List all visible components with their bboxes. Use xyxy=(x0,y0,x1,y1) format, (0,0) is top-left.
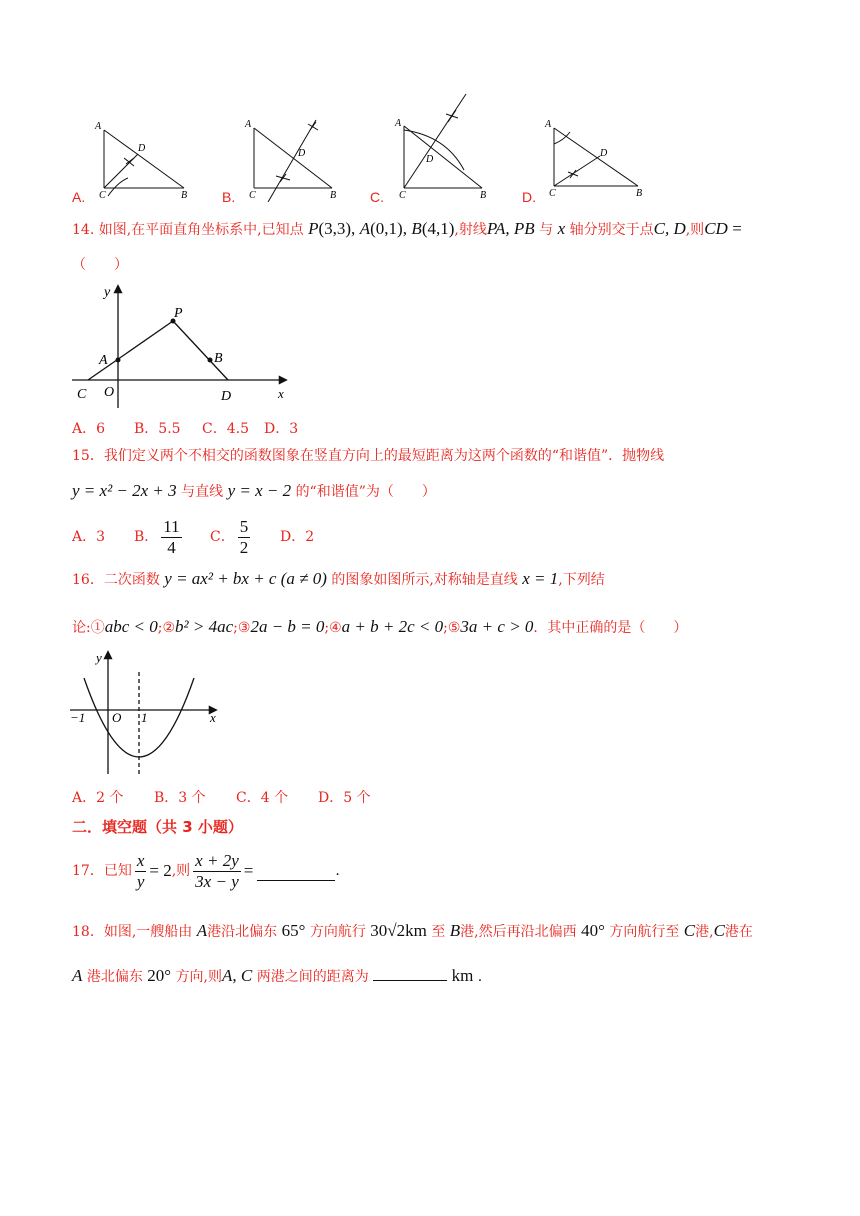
q18-stem-line2 xyxy=(72,964,482,986)
q16-option-d[interactable]: D．5 个 xyxy=(318,790,371,806)
label-d: D xyxy=(138,143,146,154)
label-d: D xyxy=(298,148,306,159)
y-axis-label: y xyxy=(104,285,111,300)
label-b: B xyxy=(214,351,223,366)
fraction-numerator: 5 xyxy=(239,516,249,536)
conclusion-3: 2a − b = 0 xyxy=(250,617,325,636)
q16-stem-line1 xyxy=(72,570,605,589)
q14-stem xyxy=(72,220,742,239)
q17-answer-blank[interactable] xyxy=(257,862,335,881)
period: . xyxy=(477,969,483,985)
label-c: C xyxy=(399,190,406,201)
q13-option-a[interactable]: A. xyxy=(72,189,86,205)
q18-answer-blank[interactable] xyxy=(373,964,447,981)
port-c: C xyxy=(713,921,725,940)
section-heading: 二．填空题（共 3 小题） xyxy=(72,818,243,836)
x-var: x xyxy=(557,219,566,238)
q16-parabola-graph xyxy=(66,648,226,780)
q18-text: 港在 xyxy=(724,924,753,940)
question-number: 16． xyxy=(72,572,104,588)
label-b: B xyxy=(636,188,643,199)
parabola-equation: y = x² − 2x + 3 xyxy=(72,481,177,500)
q14-text: 如图,在平面直角坐标系中,已知点 xyxy=(98,222,304,238)
q15-options xyxy=(72,514,314,560)
q14-answer-paren: （ ） xyxy=(72,257,128,273)
question-number: 18． xyxy=(72,924,104,940)
q18-stem-line1 xyxy=(72,922,753,941)
distance-ab: 30√2km xyxy=(370,921,427,940)
q18-text: 港,然后再沿北偏西 xyxy=(460,924,577,940)
equals: = xyxy=(732,219,742,238)
angle-65: 65° xyxy=(281,921,306,940)
question-number: 14. xyxy=(72,222,95,238)
q18-text: 至 xyxy=(431,924,446,940)
q14-option-d[interactable]: D．3 xyxy=(264,421,299,437)
question-number: 15． xyxy=(72,448,104,464)
angle-40: 40° xyxy=(581,921,605,940)
q18-text: 港沿北偏东 xyxy=(207,924,278,940)
port-b: B xyxy=(449,921,461,940)
label-o: O xyxy=(104,385,115,400)
q16-options xyxy=(72,789,371,807)
q14-options xyxy=(72,420,298,438)
q17-stem xyxy=(72,848,340,894)
q15-option-b[interactable] xyxy=(134,517,210,558)
segment-cd: CD xyxy=(704,219,728,238)
label-d: D xyxy=(600,148,608,159)
fraction-numerator: x + 2y xyxy=(195,850,239,870)
q16-text: ;③ xyxy=(233,620,251,636)
label-c: C xyxy=(77,387,87,402)
label-a: A xyxy=(95,121,102,132)
q13-figure-b xyxy=(238,116,350,202)
q15-stem-line1 xyxy=(72,447,664,465)
q16-text: ．其中正确的是（ ） xyxy=(533,620,688,636)
q16-text: 二次函数 xyxy=(103,572,160,588)
q16-option-b[interactable]: B．3 个 xyxy=(154,790,206,806)
ports-ac: A, C xyxy=(222,966,253,985)
rays: PA, PB xyxy=(486,219,535,238)
q16-stem-line2 xyxy=(72,618,687,637)
label-a: A xyxy=(395,118,402,129)
fraction-denominator: 4 xyxy=(167,537,176,557)
q18-text: 港北偏东 xyxy=(86,969,143,985)
q16-text: 论:① xyxy=(72,620,105,636)
conclusion-4: a + b + 2c < 0 xyxy=(341,617,444,636)
option-label: B． xyxy=(134,529,159,545)
label-p: P xyxy=(174,306,183,321)
angle-20: 20° xyxy=(147,966,172,985)
q14-option-a[interactable]: A．6 xyxy=(72,421,106,437)
label-one: 1 xyxy=(141,710,148,725)
q18-text: 方向航行 xyxy=(309,924,366,940)
point-p-coord: (3,3), xyxy=(318,219,356,238)
point-b-dot xyxy=(208,358,213,363)
q14-text: ,射线 xyxy=(454,222,487,238)
unit-km: km xyxy=(451,966,474,985)
label-c: C xyxy=(549,188,556,199)
label-o: O xyxy=(112,710,122,725)
ray-pa xyxy=(88,321,173,380)
port-c: C xyxy=(683,921,696,940)
equals-two: = 2 xyxy=(149,861,172,880)
q18-text: 方向,则 xyxy=(175,969,223,985)
line-equation: y = x − 2 xyxy=(227,481,292,500)
q16-option-c[interactable]: C．4 个 xyxy=(236,790,289,806)
q17-text: ,则 xyxy=(171,863,191,879)
q13-option-d[interactable]: D. xyxy=(522,189,536,205)
q14-option-c[interactable]: C．4.5 xyxy=(202,421,249,437)
x-axis-label: x xyxy=(278,386,284,401)
q14-text: ,则 xyxy=(685,222,705,238)
option-label: C． xyxy=(210,529,235,545)
fraction-denominator: y xyxy=(136,871,145,891)
fraction-denominator: 3x − y xyxy=(195,871,239,891)
axis-of-symmetry: x = 1 xyxy=(522,569,559,588)
conclusion-2: b² > 4ac xyxy=(175,617,234,636)
q16-text: 的图象如图所示,对称轴是直线 xyxy=(331,572,518,588)
point-a-dot xyxy=(116,358,121,363)
q15-text: 与直线 xyxy=(181,484,224,500)
fraction-denominator: 2 xyxy=(239,537,249,557)
equals: = xyxy=(243,861,254,880)
q16-text: ;⑤ xyxy=(443,620,461,636)
q16-text: ;② xyxy=(157,620,176,636)
q14-text: 与 xyxy=(539,222,554,238)
quadratic-function: y = ax² + bx + c (a ≠ 0) xyxy=(164,569,327,588)
label-b: B xyxy=(480,190,487,201)
label-b: B xyxy=(330,190,337,201)
q18-text: 方向航行至 xyxy=(609,924,680,940)
q16-option-a[interactable]: A．2 个 xyxy=(72,790,124,806)
q13-option-b[interactable]: B. xyxy=(222,189,236,205)
label-neg-one: −1 xyxy=(70,710,86,725)
label-a: A xyxy=(245,119,252,130)
point-b: B xyxy=(411,219,422,238)
q13-figure-a xyxy=(88,118,200,202)
q14-coordinate-graph xyxy=(68,280,300,410)
q13-option-c[interactable]: C. xyxy=(370,189,384,205)
fraction-numerator: 11 xyxy=(163,516,180,536)
q18-text: 港, xyxy=(695,924,714,940)
x-axis-label: x xyxy=(210,710,216,725)
label-d: D xyxy=(221,389,232,404)
q15-option-a[interactable]: A．3 xyxy=(72,529,106,545)
q15-text: 的“和谐值”为（ ） xyxy=(295,484,436,500)
point-b-coord: (4,1) xyxy=(421,219,455,238)
q16-text: ;④ xyxy=(324,620,342,636)
q14-text: 轴分别交于点 xyxy=(569,222,654,238)
point-a-coord: (0,1), xyxy=(370,219,407,238)
q13-figure-d xyxy=(538,116,650,202)
q13-figure-c xyxy=(388,92,500,202)
point-a: A xyxy=(359,219,371,238)
label-c: C xyxy=(249,190,256,201)
port-a: A xyxy=(196,921,208,940)
port-a: A xyxy=(72,966,83,985)
point-p: P xyxy=(308,219,319,238)
q15-text: 我们定义两个不相交的函数图象在竖直方向上的最短距离为这两个函数的“和谐值”．抛物线 xyxy=(103,448,665,464)
q17-text: 已知 xyxy=(103,863,132,879)
period: . xyxy=(335,863,340,879)
q15-stem-line2 xyxy=(72,482,436,501)
conclusion-5: 3a + c > 0 xyxy=(460,617,534,636)
y-axis-label: y xyxy=(96,650,102,665)
label-b: B xyxy=(181,190,188,201)
q18-text: 如图,一艘船由 xyxy=(103,924,193,940)
q15-option-c[interactable] xyxy=(210,517,280,558)
label-d: D xyxy=(426,154,434,165)
fraction-numerator: x xyxy=(136,850,145,870)
conclusion-1: abc < 0 xyxy=(104,617,158,636)
label-a: A xyxy=(99,353,108,368)
q14-option-b[interactable]: B．5.5 xyxy=(134,421,181,437)
points-cd: C, D xyxy=(653,219,686,238)
label-a: A xyxy=(545,119,552,130)
q16-text: ,下列结 xyxy=(558,572,605,588)
q18-text: 两港之间的距离为 xyxy=(256,969,369,985)
q15-option-d[interactable]: D．2 xyxy=(280,529,315,545)
question-number: 17． xyxy=(72,863,104,879)
label-c: C xyxy=(99,190,106,201)
